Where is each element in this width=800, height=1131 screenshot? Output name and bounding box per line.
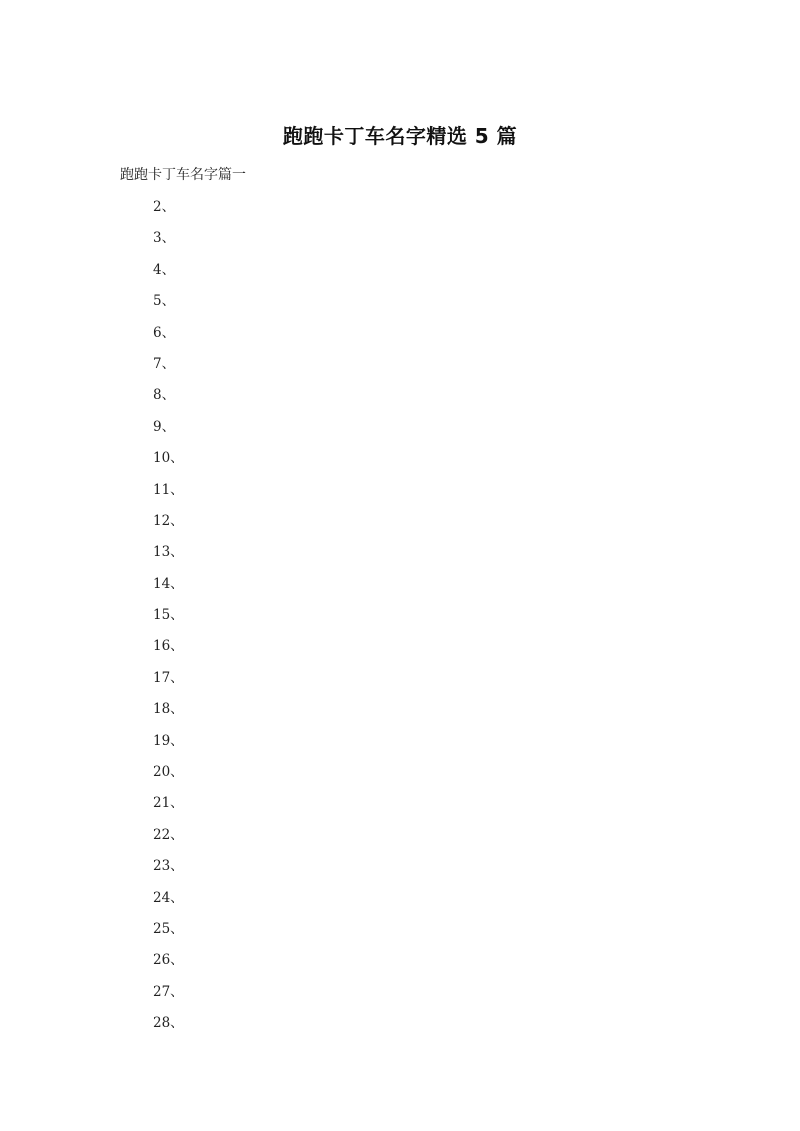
list-item: 14、 — [153, 575, 184, 592]
list-item: 22、 — [153, 826, 184, 843]
list-item: 4、 — [153, 261, 176, 278]
list-item: 16、 — [153, 638, 184, 655]
list-item: 23、 — [153, 858, 184, 875]
list-item: 2、 — [153, 199, 176, 215]
list-item: 21、 — [153, 795, 184, 812]
section-heading: 跑跑卡丁车名字篇一 — [120, 167, 246, 183]
list-item: 15、 — [153, 607, 184, 624]
list-item: 18、 — [153, 701, 184, 718]
list-item: 6、 — [153, 324, 176, 341]
list-item: 7、 — [153, 355, 176, 372]
list-item: 17、 — [153, 669, 184, 686]
list-item: 25、 — [153, 920, 184, 937]
list-item: 19、 — [153, 732, 184, 749]
list-item: 27、 — [153, 983, 184, 1000]
list-item: 3、 — [153, 230, 176, 247]
list-item: 9、 — [153, 418, 176, 435]
list-item: 28、 — [153, 1015, 184, 1032]
list-item: 8、 — [153, 387, 176, 404]
list-item: 24、 — [153, 889, 184, 906]
list-item: 11、 — [153, 481, 184, 498]
numbered-list — [153, 196, 184, 1044]
list-item: 20、 — [153, 764, 184, 781]
document-title: 跑跑卡丁车名字精选 5 篇 — [282, 124, 518, 148]
list-item: 5、 — [153, 293, 176, 310]
list-item: 10、 — [153, 450, 184, 467]
list-item: 12、 — [153, 512, 184, 529]
list-item: 13、 — [153, 544, 184, 561]
list-item: 26、 — [153, 952, 184, 969]
